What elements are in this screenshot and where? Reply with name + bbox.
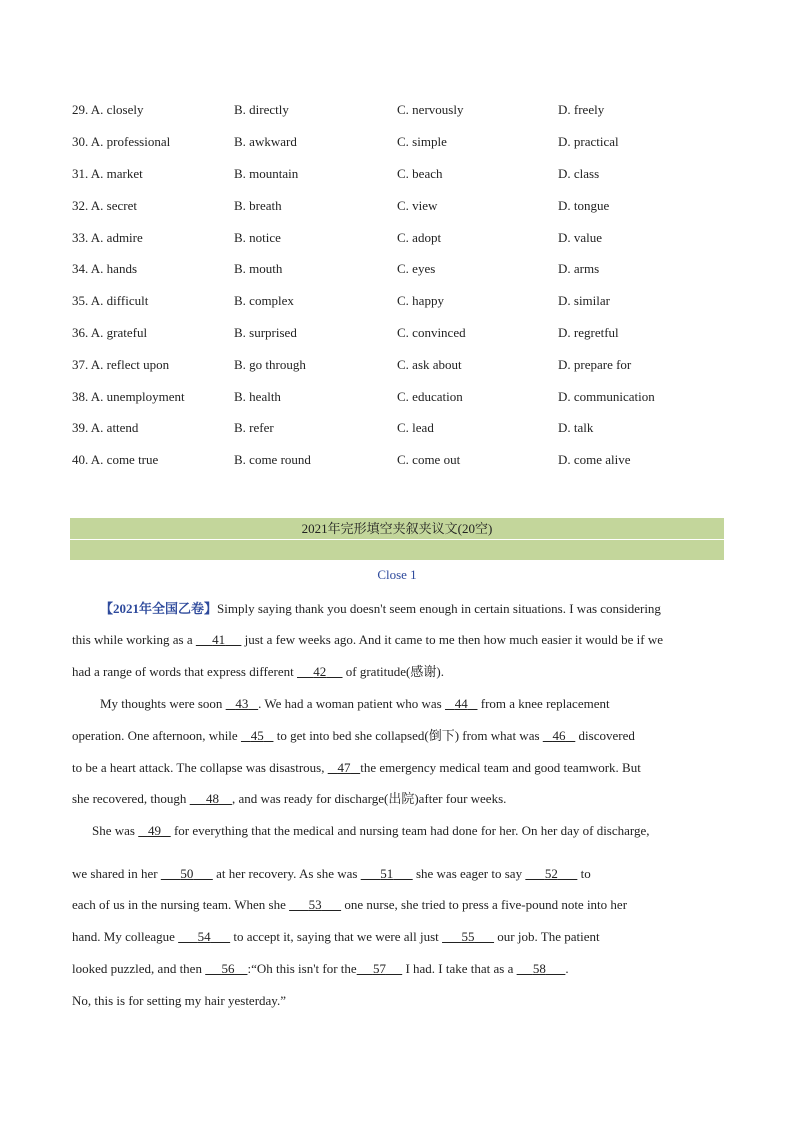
- option-b: B. breath: [234, 198, 282, 213]
- option-row-32: [72, 196, 732, 216]
- blank-46: 46: [552, 728, 566, 743]
- option-d: D. prepare for: [558, 357, 632, 372]
- option-d: D. arms: [558, 261, 600, 276]
- section-banner-title: 2021年完形填空夹叙夹议文(20空): [301, 521, 493, 536]
- option-row-33: [72, 228, 732, 248]
- option-a: 37. A. reflect upon: [72, 357, 170, 372]
- option-d: D. freely: [558, 102, 605, 117]
- blank-44: 44: [454, 696, 468, 711]
- option-b: B. come round: [234, 452, 311, 467]
- blank-42: 42: [313, 664, 327, 679]
- option-row-40: [72, 450, 732, 470]
- passage-line: each of us in the nursing team. When she 53 one nurse, she tried to press a five-pound note into her: [72, 897, 628, 912]
- option-d: D. talk: [558, 420, 594, 435]
- option-c: C. eyes: [397, 261, 436, 276]
- option-c: C. lead: [397, 420, 434, 435]
- blank-54: 54: [197, 929, 211, 944]
- option-d: D. come alive: [558, 452, 631, 467]
- option-d: D. regretful: [558, 325, 619, 340]
- option-a: 38. A. unemployment: [72, 389, 185, 404]
- passage-line: She was 49 for everything that the medical and nursing team had done for her. On her day of discharge,: [92, 823, 650, 838]
- blank-53: 53: [308, 897, 322, 912]
- passage-line: we shared in her 50 at her recovery. As she was 51 she was eager to say 52 to: [72, 866, 591, 881]
- option-b: B. refer: [234, 420, 274, 435]
- option-b: B. go through: [234, 357, 306, 372]
- option-d: D. class: [558, 166, 600, 181]
- passage-line: she recovered, though 48 , and was ready for discharge(出院)after four weeks.: [72, 791, 507, 806]
- passage-line: 【2021年全国乙卷】Simply saying thank you doesn't seem enough in certain situations. I was considering: [100, 601, 661, 616]
- option-b: B. health: [234, 389, 281, 404]
- option-d: D. practical: [558, 134, 619, 149]
- blank-55: 55: [461, 929, 475, 944]
- option-row-35: [72, 291, 732, 311]
- option-c: C. happy: [397, 293, 444, 308]
- option-a: 35. A. difficult: [72, 293, 149, 308]
- option-b: B. mountain: [234, 166, 299, 181]
- option-row-38: [72, 387, 732, 407]
- passage-line: operation. One afternoon, while 45 to get into bed she collapsed(倒下) from what was 46 discovered: [72, 728, 635, 743]
- option-c: C. nervously: [397, 102, 464, 117]
- option-a: 32. A. secret: [72, 198, 137, 213]
- option-c: C. simple: [397, 134, 447, 149]
- passage-line: hand. My colleague 54 to accept it, saying that we were all just 55 our job. The patient: [72, 929, 600, 944]
- option-a: 40. A. come true: [72, 452, 159, 467]
- section-banner: [70, 518, 724, 560]
- blank-41: 41: [212, 632, 226, 647]
- option-c: C. education: [397, 389, 463, 404]
- blank-58: 58: [532, 961, 546, 976]
- option-row-29: [72, 100, 732, 120]
- option-row-31: [72, 164, 732, 184]
- option-b: B. mouth: [234, 261, 283, 276]
- blank-48: 48: [205, 791, 219, 806]
- option-row-30: [72, 132, 732, 152]
- blank-47: 47: [337, 760, 351, 775]
- option-d: D. tongue: [558, 198, 610, 213]
- option-b: B. notice: [234, 230, 281, 245]
- option-row-36: [72, 323, 732, 343]
- option-c: C. beach: [397, 166, 443, 181]
- option-a: 34. A. hands: [72, 261, 137, 276]
- passage-line: had a range of words that express different 42 of gratitude(感谢).: [72, 664, 444, 679]
- option-b: B. complex: [234, 293, 294, 308]
- option-c: C. come out: [397, 452, 461, 467]
- blank-52: 52: [544, 866, 558, 881]
- option-c: C. view: [397, 198, 438, 213]
- option-a: 30. A. professional: [72, 134, 171, 149]
- passage-line: My thoughts were soon 43 . We had a woman patient who was 44 from a knee replacement: [100, 696, 610, 711]
- close-title: Close 1: [377, 567, 417, 582]
- blank-49: 49: [147, 823, 161, 838]
- option-a: 31. A. market: [72, 166, 143, 181]
- blank-50: 50: [180, 866, 194, 881]
- option-c: C. ask about: [397, 357, 462, 372]
- option-c: C. adopt: [397, 230, 442, 245]
- blank-51: 51: [380, 866, 394, 881]
- banner-divider: [70, 539, 724, 540]
- option-c: C. convinced: [397, 325, 466, 340]
- option-a: 29. A. closely: [72, 102, 144, 117]
- blank-57: 57: [372, 961, 386, 976]
- option-row-39: [72, 418, 732, 438]
- source-label: 【2021年全国乙卷】: [100, 601, 218, 616]
- passage-line: looked puzzled, and then 56 :“Oh this isn't for the 57 I had. I take that as a 58 .: [72, 961, 569, 976]
- option-b: B. directly: [234, 102, 289, 117]
- passage-line: No, this is for setting my hair yesterday.”: [72, 993, 286, 1008]
- passage-line: this while working as a 41 just a few weeks ago. And it came to me then how much easier it would be if we: [72, 632, 664, 647]
- option-d: D. similar: [558, 293, 610, 308]
- option-b: B. surprised: [234, 325, 297, 340]
- blank-45: 45: [250, 728, 264, 743]
- option-d: D. value: [558, 230, 603, 245]
- blank-56: 56: [221, 961, 235, 976]
- option-a: 36. A. grateful: [72, 325, 148, 340]
- option-d: D. communication: [558, 389, 655, 404]
- passage-line: to be a heart attack. The collapse was disastrous, 47 the emergency medical team and good teamwork. But: [72, 760, 641, 775]
- option-a: 33. A. admire: [72, 230, 143, 245]
- option-b: B. awkward: [234, 134, 297, 149]
- option-a: 39. A. attend: [72, 420, 139, 435]
- blank-43: 43: [235, 696, 249, 711]
- option-row-34: [72, 259, 732, 279]
- option-row-37: [72, 355, 732, 375]
